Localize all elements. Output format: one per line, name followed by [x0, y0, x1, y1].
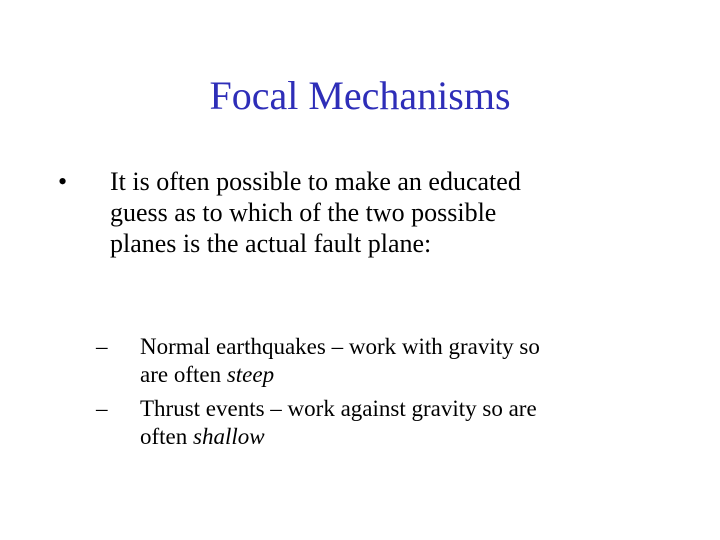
slide-title: Focal Mechanisms — [209, 73, 511, 118]
sub-bullet-text — [140, 395, 537, 451]
main-bullet-text — [110, 166, 650, 259]
sub-bullet-text — [140, 333, 540, 389]
sub-bullet-line: Normal earthquakes – work with gravity so — [140, 334, 540, 359]
sub-bullet-normal-earthquakes — [96, 333, 676, 395]
main-bullet-line: planes is the actual fault plane: — [110, 229, 432, 258]
sub-bullet-prefix: often — [140, 424, 194, 449]
sub-bullet-line — [140, 361, 540, 389]
sub-bullet-prefix: are often — [140, 362, 227, 387]
sub-bullet-thrust-events — [96, 395, 676, 457]
sub-bullet-list — [96, 333, 676, 457]
emphasis-term: steep — [226, 362, 275, 387]
emphasis-term: shallow — [193, 424, 265, 449]
bullet-marker: • — [58, 167, 68, 196]
main-bullet-line: It is often possible to make an educated — [110, 167, 521, 196]
sub-bullet-line: Thrust events – work against gravity so are — [140, 396, 537, 421]
sub-bullet-line — [140, 423, 537, 451]
dash-marker: – — [96, 396, 108, 421]
main-bullet-line: guess as to which of the two possible — [110, 198, 497, 227]
dash-marker: – — [96, 334, 108, 359]
